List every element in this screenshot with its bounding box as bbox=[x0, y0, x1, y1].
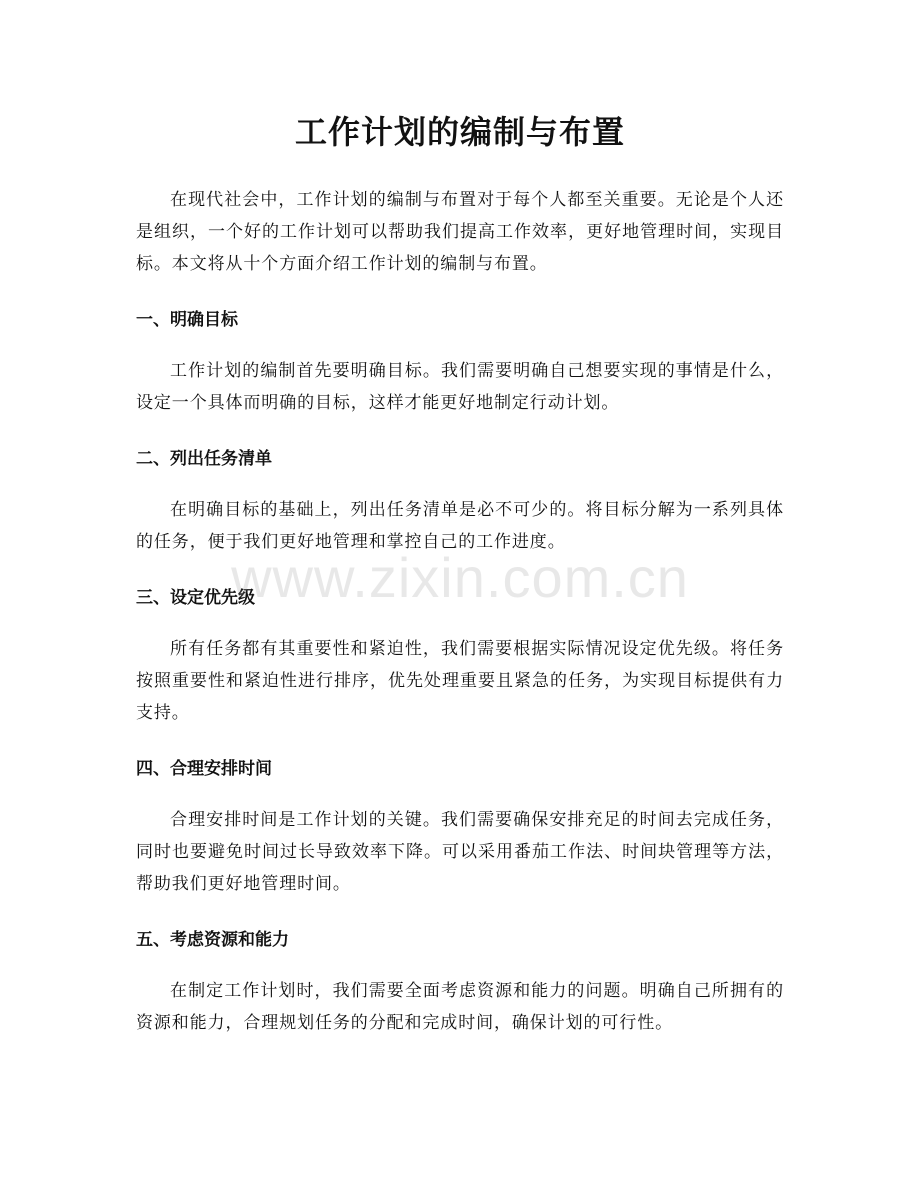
intro-paragraph: 在现代社会中，工作计划的编制与布置对于每个人都至关重要。无论是个人还是组织，一个好的工作计划可以帮助我们提高工作效率，更好地管理时间，实现目标。本文将从十个方面介绍工作计划的编制与布置。 bbox=[136, 190, 784, 274]
section-heading-1: 一、明确目标 bbox=[136, 310, 238, 330]
watermark: www.zixin.com.cn bbox=[231, 546, 689, 609]
section-body-5: 在制定工作计划时，我们需要全面考虑资源和能力的问题。明确自己所拥有的资源和能力，合理规划任务的分配和完成时间，确保计划的可行性。 bbox=[136, 981, 784, 1033]
section-body-2: 在明确目标的基础上，列出任务清单是必不可少的。将目标分解为一系列具体的任务，便于我们更好地管理和掌控自己的工作进度。 bbox=[136, 500, 784, 552]
document-body bbox=[136, 184, 784, 1039]
page-title: 工作计划的编制与布置 bbox=[294, 113, 625, 151]
section-body-4: 合理安排时间是工作计划的关键。我们需要确保安排充足的时间去完成任务，同时也要避免时间过长导致效率下降。可以采用番茄工作法、时间块管理等方法，帮助我们更好地管理时间。 bbox=[136, 810, 784, 894]
section-heading-2: 二、列出任务清单 bbox=[136, 449, 272, 469]
section-heading-4: 四、合理安排时间 bbox=[136, 759, 272, 779]
section-body-3: 所有任务都有其重要性和紧迫性，我们需要根据实际情况设定优先级。将任务按照重要性和紧迫性进行排序，优先处理重要且紧急的任务，为实现目标提供有力支持。 bbox=[136, 639, 784, 723]
section-body-1: 工作计划的编制首先要明确目标。我们需要明确自己想要实现的事情是什么，设定一个具体而明确的目标，这样才能更好地制定行动计划。 bbox=[136, 361, 784, 413]
section-heading-5: 五、考虑资源和能力 bbox=[136, 930, 289, 950]
section-heading-3: 三、设定优先级 bbox=[136, 588, 255, 608]
